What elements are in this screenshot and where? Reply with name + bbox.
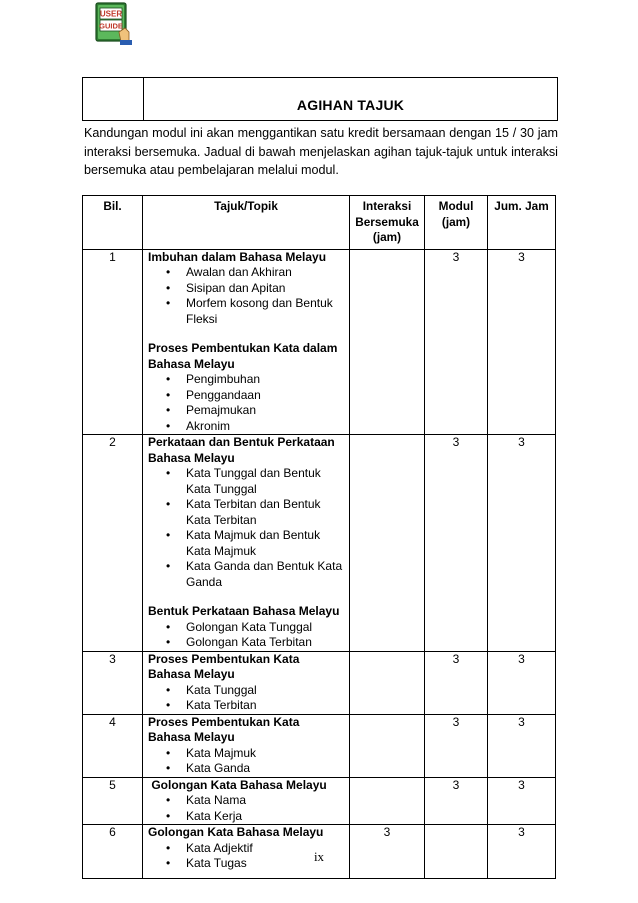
row-number: 5 (83, 777, 143, 825)
table-row (83, 435, 556, 652)
modul-value: 3 (425, 651, 488, 714)
topic-title: Imbuhan dalam Bahasa Melayu (148, 249, 327, 264)
header-left-cell (83, 78, 144, 120)
row-number: 1 (83, 249, 143, 435)
subtopic-list (148, 466, 345, 590)
interaksi-value (350, 249, 425, 435)
jumlah-value: 3 (488, 651, 556, 714)
topic-distribution-table (82, 195, 556, 879)
section-header (82, 77, 558, 121)
list-item: • Awalan dan Akhiran (186, 265, 345, 281)
jumlah-value: 3 (488, 249, 556, 435)
topic-title: Golongan Kata Bahasa Melayu (148, 825, 324, 839)
list-item: • Kata Nama (186, 793, 345, 809)
user-guide-logo (95, 2, 135, 46)
subtopic-list (148, 265, 345, 327)
list-item: • Golongan Kata Terbitan (186, 635, 345, 651)
modul-value: 3 (425, 777, 488, 825)
topic-cell (143, 777, 350, 825)
header-modul: Modul (jam) (425, 196, 488, 250)
list-item: • Sisipan dan Apitan (186, 281, 345, 297)
svg-text:USER: USER (99, 9, 123, 19)
header-interaksi: Interaksi Bersemuka (jam) (350, 196, 425, 250)
interaksi-value (350, 651, 425, 714)
list-item: • Kata Terbitan (186, 698, 345, 714)
list-item: • Penggandaan (186, 388, 345, 404)
page-number: ix (313, 849, 325, 864)
jumlah-value: 3 (488, 435, 556, 652)
header-jumlah: Jum. Jam (488, 196, 556, 250)
table-row (83, 651, 556, 714)
interaksi-value (350, 777, 425, 825)
row-number: 6 (83, 825, 143, 879)
header-bil: Bil. (83, 196, 143, 250)
list-item: • Kata Terbitan dan Bentuk Kata Terbitan (186, 497, 345, 528)
subtopic-list (148, 683, 345, 714)
list-item: • Kata Ganda (186, 761, 345, 777)
list-item: • Kata Tunggal (186, 683, 345, 699)
topic-cell (143, 435, 350, 652)
intro-paragraph: Kandungan modul ini akan menggantikan satu kredit bersamaan dengan 15 / 30 jam interaksi bersemuka. Jadual di bawah menjelaskan agihan tajuk-tajuk untuk interaksi bersemuka atau pembelajaran melalui modul. (84, 126, 558, 177)
subtopic-list (148, 793, 345, 824)
list-item: • Akronim (186, 419, 345, 435)
topic-title: Proses Pembentukan Kata dalam Bahasa Melayu (148, 341, 338, 371)
list-item: • Kata Tugas (186, 856, 345, 872)
list-item: • Kata Adjektif (186, 841, 345, 857)
svg-text:GUIDE: GUIDE (99, 21, 123, 31)
topic-title: Proses Pembentukan Kata Bahasa Melayu (148, 714, 300, 744)
topic-cell (143, 651, 350, 714)
subtopic-list (148, 372, 345, 434)
table-row (83, 249, 556, 435)
list-item: • Kata Ganda dan Bentuk Kata Ganda (186, 559, 345, 590)
header-tajuk: Tajuk/Topik (143, 196, 350, 250)
subtopic-list (148, 620, 345, 651)
table-row (83, 777, 556, 825)
list-item: • Golongan Kata Tunggal (186, 620, 345, 636)
list-item: • Kata Majmuk (186, 746, 345, 762)
subtopic-list (148, 746, 345, 777)
modul-value: 3 (425, 714, 488, 777)
interaksi-value (350, 714, 425, 777)
list-item: • Pemajmukan (186, 403, 345, 419)
topic-cell (143, 249, 350, 435)
interaksi-value: 3 (350, 825, 425, 879)
table-header-row (83, 196, 556, 250)
section-title: AGIHAN TAJUK (296, 97, 405, 113)
topic-title: Proses Pembentukan Kata Bahasa Melayu (148, 651, 300, 681)
jumlah-value: 3 (488, 777, 556, 825)
topic-cell (143, 714, 350, 777)
modul-value: 3 (425, 435, 488, 652)
list-item: • Kata Tunggal dan Bentuk Kata Tunggal (186, 466, 345, 497)
list-item: • Pengimbuhan (186, 372, 345, 388)
interaksi-value (350, 435, 425, 652)
topic-title: Bentuk Perkataan Bahasa Melayu (148, 604, 340, 618)
topic-title: Golongan Kata Bahasa Melayu (148, 777, 327, 792)
jumlah-value: 3 (488, 714, 556, 777)
table-row (83, 714, 556, 777)
topic-title: Perkataan dan Bentuk Perkataan Bahasa Melayu (148, 435, 335, 465)
list-item: • Kata Kerja (186, 809, 345, 825)
modul-value: 3 (425, 249, 488, 435)
row-number: 4 (83, 714, 143, 777)
row-number: 3 (83, 651, 143, 714)
header-title-cell (144, 78, 557, 120)
row-number: 2 (83, 435, 143, 652)
jumlah-value: 3 (488, 825, 556, 879)
list-item: • Morfem kosong dan Bentuk Fleksi (186, 296, 345, 327)
list-item: • Kata Majmuk dan Bentuk Kata Majmuk (186, 528, 345, 559)
